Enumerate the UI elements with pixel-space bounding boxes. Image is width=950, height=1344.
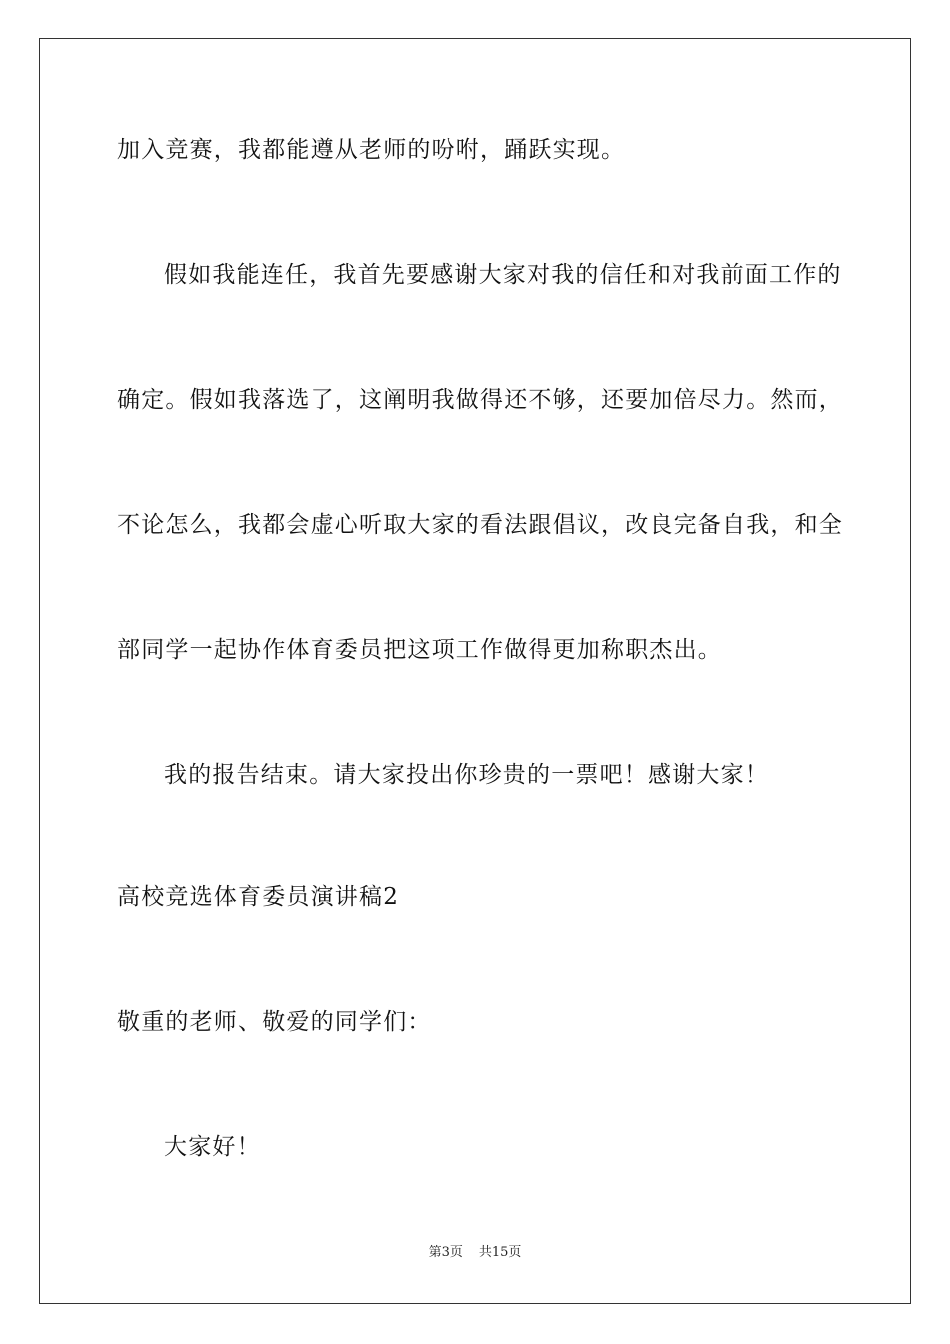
body-line: 假如我能连任，我首先要感谢大家对我的信任和对我前面工作的 — [164, 262, 842, 288]
section-heading: 高校竞选体育委员演讲稿2 — [117, 884, 400, 910]
greeting: 大家好！ — [164, 1134, 261, 1160]
page-total: 共15页 — [478, 1245, 522, 1260]
body-line: 确定。假如我落选了，这阐明我做得还不够，还要加倍尽力。然而， — [117, 387, 843, 413]
page-frame — [39, 38, 911, 1304]
body-line: 加入竞赛，我都能遵从老师的吩咐，踊跃实现。 — [117, 137, 626, 163]
salutation: 敬重的老师、敬爱的同学们： — [117, 1009, 432, 1035]
page-footer — [0, 1244, 950, 1262]
page-number: 第3页 — [428, 1245, 463, 1260]
body-line: 不论怎么，我都会虚心听取大家的看法跟倡议，改良完备自我，和全 — [117, 512, 843, 538]
body-line: 我的报告结束。请大家投出你珍贵的一票吧！感谢大家！ — [164, 762, 769, 788]
body-line: 部同学一起协作体育委员把这项工作做得更加称职杰出。 — [117, 637, 722, 663]
